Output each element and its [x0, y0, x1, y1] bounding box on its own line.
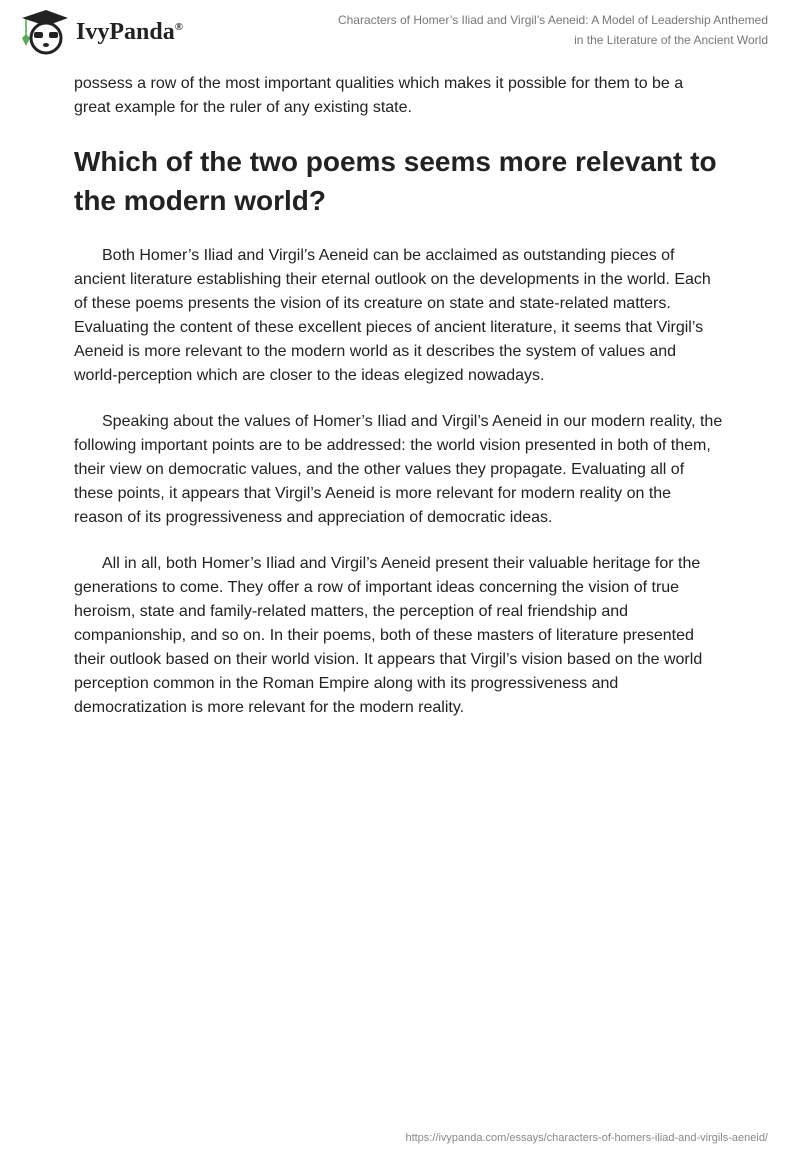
page-header	[0, 0, 800, 60]
essay-content	[74, 72, 724, 742]
body-paragraph: Both Homer’s Iliad and Virgil’s Aeneid can be acclaimed as outstanding pieces of ancient literature establishing their eternal outlook on the developments in the world. Each of these poems presents the vision of its creature on state and state-related matters. Evaluating the content of these excellent pieces of ancient literature, it seems that Virgil’s Aeneid is more relevant to the modern world as it describes the system of values and world-perception which are closer to the ideas elegized nowadays.	[74, 247, 711, 384]
body-paragraph: Speaking about the values of Homer’s Iliad and Virgil’s Aeneid in our modern reality, the following important points are to be addressed: the world vision presented in both of them, their view on democratic values, and the other values they propagate. Evaluating all of these points, it appears that Virgil’s Aeneid is more relevant for modern reality on the reason of its progressiveness and appreciation of democratic ideas.	[74, 413, 723, 526]
logo-text: IvyPanda	[76, 18, 175, 45]
intro-paragraph: possess a row of the most important qualities which makes it possible for them to be a great example for the ruler of any existing state.	[74, 75, 684, 116]
panda-graduate-icon	[18, 8, 70, 56]
section-heading: Which of the two poems seems more relevant to the modern world?	[74, 146, 717, 216]
registered-mark: ®	[174, 20, 183, 33]
document-title: Characters of Homer’s Iliad and Virgil’s Aeneid: A Model of Leadership Anthemed in the Literature of the Ancient World	[337, 13, 768, 47]
ivypanda-logo[interactable]	[18, 8, 183, 56]
source-url[interactable]: https://ivypanda.com/essays/characters-of-homers-iliad-and-virgils-aeneid/	[405, 1132, 768, 1144]
body-paragraph: All in all, both Homer’s Iliad and Virgil’s Aeneid present their valuable heritage for the generations to come. They offer a row of important ideas concerning the vision of true heroism, state and family-related matters, the perception of real friendship and companionship, and so on. In their poems, both of these masters of literature presented their outlook based on their world vision. It appears that Virgil’s vision based on the world perception common in the Roman Empire along with its progressiveness and democratization is more relevant for the modern reality.	[74, 555, 703, 716]
